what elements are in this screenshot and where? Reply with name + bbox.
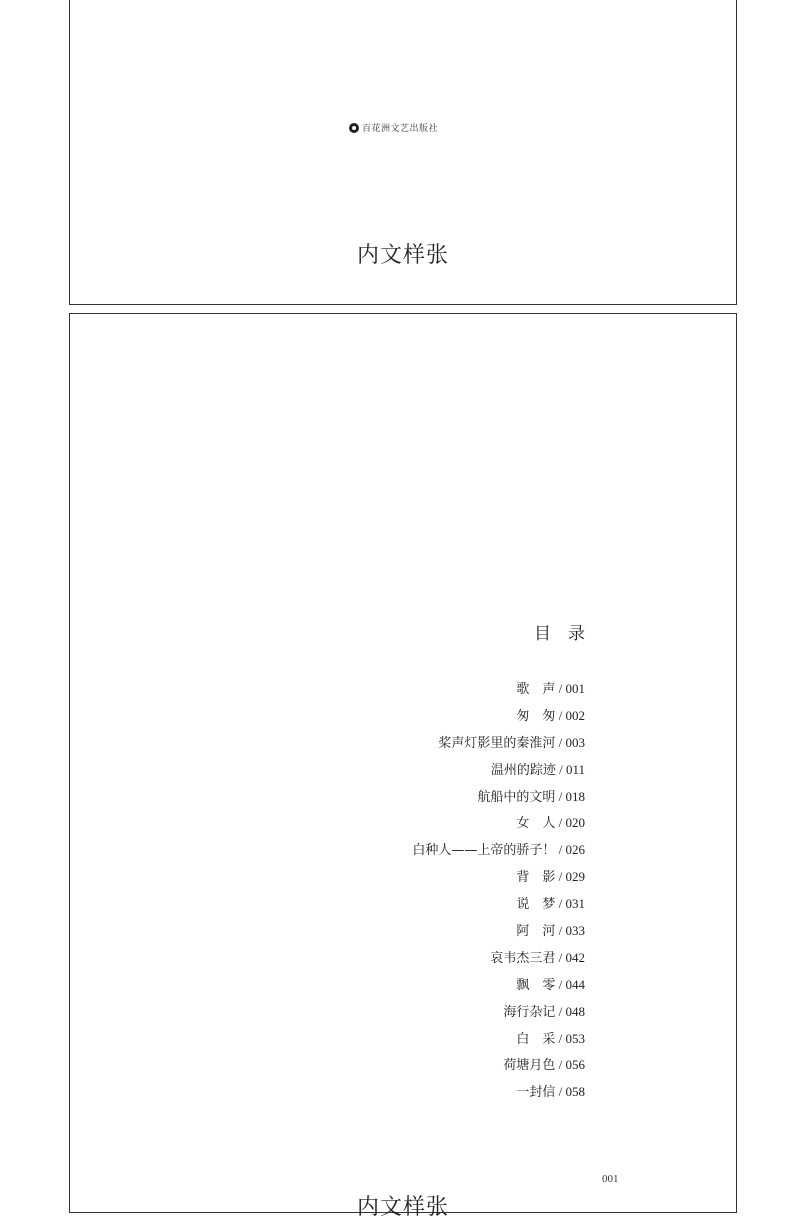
toc-item-title: 说 梦	[516, 897, 556, 913]
sample-caption-top: 内文样张	[356, 243, 449, 268]
toc-item-separator: /	[555, 869, 566, 885]
toc-item-page: 002	[565, 707, 585, 723]
sample-caption-bottom: 内文样张	[356, 1195, 449, 1220]
toc-item-separator: /	[555, 949, 566, 965]
toc-item-separator: /	[555, 681, 566, 696]
toc-item	[412, 837, 585, 864]
toc-item	[412, 1026, 585, 1053]
toc-item-page: 042	[565, 949, 585, 965]
toc-item-separator: /	[555, 896, 566, 912]
toc-item-title: 一封信	[516, 1085, 556, 1101]
toc-item-page: 020	[565, 815, 585, 831]
toc-item-separator: /	[555, 1057, 566, 1073]
toc-item	[412, 864, 585, 891]
toc-item-separator: /	[555, 761, 566, 777]
toc-item	[412, 945, 585, 972]
toc-item-page: 026	[565, 842, 585, 858]
toc-item	[412, 1052, 585, 1079]
toc-item-title: 荷塘月色	[503, 1058, 556, 1074]
toc-item-title: 阿 河	[516, 924, 556, 940]
toc-item-separator: /	[555, 815, 566, 831]
toc-item-separator: /	[555, 976, 566, 992]
toc-item	[412, 999, 585, 1026]
toc-item	[412, 1079, 585, 1106]
toc-item-page: 044	[565, 976, 585, 992]
toc-item-title: 温州的踪迹	[490, 762, 556, 778]
toc-item-page: 001	[565, 681, 585, 696]
toc-item-separator: /	[555, 1084, 566, 1100]
toc-item-title: 女 人	[516, 816, 556, 832]
toc-item-title: 飘 零	[516, 977, 556, 993]
toc-item-title: 白 采	[516, 1031, 556, 1047]
toc-item-title: 歌 声	[516, 682, 556, 697]
toc-item-separator: /	[555, 1030, 566, 1046]
toc-item-page: 048	[565, 1003, 585, 1019]
toc-item	[412, 757, 585, 784]
toc-item-page: 018	[565, 788, 585, 804]
toc-item-separator: /	[555, 788, 566, 804]
toc-item-title: 哀韦杰三君	[490, 950, 556, 966]
toc-item-separator: /	[555, 923, 566, 939]
toc-item-page: 033	[565, 923, 585, 939]
toc-item-title: 背 影	[516, 870, 556, 886]
toc-item-page: 029	[565, 869, 585, 885]
toc-item-separator: /	[555, 707, 566, 723]
toc-item-separator: /	[555, 1003, 566, 1019]
toc-item	[412, 972, 585, 999]
toc-item-page: 053	[565, 1030, 585, 1046]
toc-item-page: 058	[565, 1084, 585, 1100]
toc-item-title: 航船中的文明	[477, 789, 556, 805]
top-page-panel	[69, 0, 737, 305]
toc-item-title: 白种人——上帝的骄子！	[412, 843, 556, 859]
toc-item-page: 003	[565, 734, 585, 750]
toc-item-page: 011	[565, 761, 585, 777]
toc-item-title: 桨声灯影里的秦淮河	[438, 735, 556, 751]
publisher-mark	[349, 121, 438, 134]
publisher-logo-icon	[349, 123, 359, 133]
toc-item-separator: /	[555, 734, 566, 750]
toc-item	[412, 784, 585, 811]
toc-item-page: 031	[565, 896, 585, 912]
bottom-page-panel	[69, 313, 737, 1220]
toc-item	[412, 730, 585, 757]
toc-item	[412, 810, 585, 837]
toc-item	[412, 703, 585, 730]
toc-item-page: 056	[565, 1057, 585, 1073]
publisher-name: 百花洲文艺出版社	[362, 124, 439, 134]
toc-item	[412, 918, 585, 945]
toc-item-title: 海行杂记	[503, 1004, 556, 1020]
toc-item-title: 匆 匆	[516, 708, 556, 724]
toc-heading: 目 录	[534, 624, 585, 644]
toc-item	[412, 676, 585, 703]
toc-item	[412, 891, 585, 918]
page-number: 001	[602, 1173, 619, 1185]
toc-list	[412, 676, 585, 1106]
toc-item-separator: /	[555, 842, 566, 858]
